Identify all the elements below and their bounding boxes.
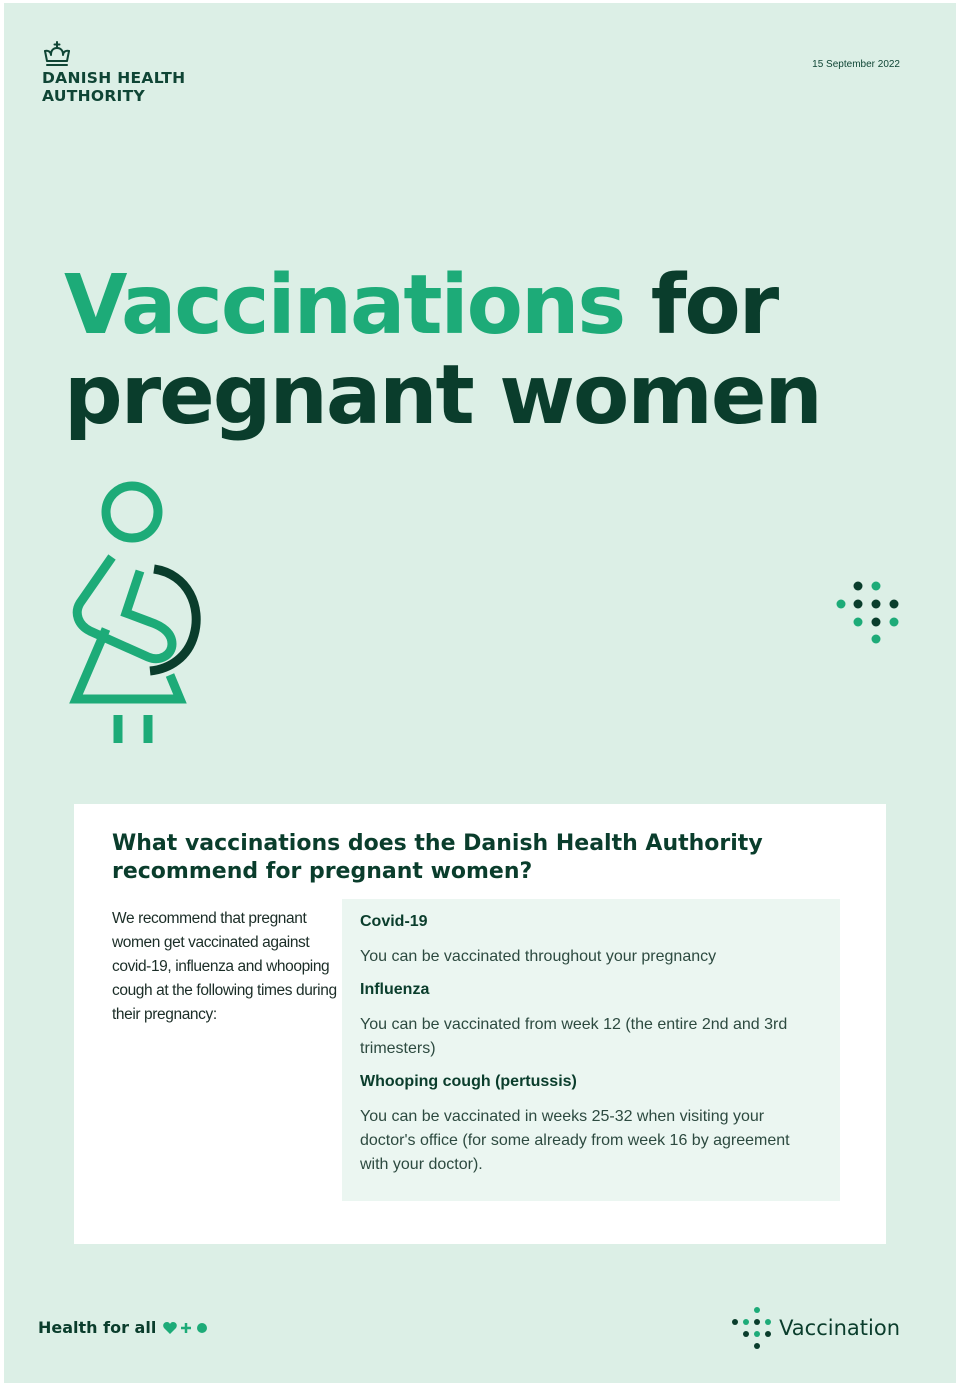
- logo-line-1: DANISH HEALTH: [42, 69, 186, 87]
- vaccine-schedule-panel: [342, 899, 840, 1201]
- pregnant-woman-icon: [62, 479, 202, 749]
- vaccine-description: You can be vaccinated throughout your pregnancy: [360, 948, 717, 965]
- vaccine-description: You can be vaccinated from week 12 (the entire 2nd and 3rd trimesters): [360, 1016, 788, 1057]
- vaccination-dots-small-icon: [731, 1306, 775, 1350]
- title-line-1-rest: for: [624, 258, 778, 353]
- vaccination-brand: [731, 1306, 900, 1350]
- vaccine-name: Whooping cough (pertussis): [360, 1073, 577, 1090]
- vaccine-name: Influenza: [360, 981, 430, 998]
- leaflet-page: [4, 3, 956, 1383]
- vaccine-name: Covid-19: [360, 913, 428, 930]
- health-for-all-tagline: [38, 1318, 210, 1337]
- publication-date: 15 September 2022: [812, 59, 900, 70]
- plus-icon: [181, 1323, 191, 1333]
- danish-health-authority-logo: [42, 41, 185, 105]
- vaccine-item-covid: [360, 911, 822, 969]
- vaccination-label: Vaccination: [779, 1316, 900, 1340]
- title-line-2: pregnant women: [64, 348, 821, 443]
- heart-icon: [164, 1322, 178, 1334]
- intro-text: We recommend that pregnant women get vaccinated against covid-19, influenza and whooping cough at the following times during their pregnancy:: [112, 910, 337, 1023]
- tagline-text: Health for all: [38, 1318, 157, 1337]
- vaccine-description: You can be vaccinated in weeks 25-32 when visiting your doctor's office (for some already from week 16 by agreement with your doctor).: [360, 1108, 790, 1173]
- vaccination-dots-icon: [836, 577, 906, 645]
- recommendation-card: [74, 804, 886, 1244]
- logo-line-2: AUTHORITY: [42, 87, 146, 105]
- page-title: [64, 258, 821, 443]
- vaccine-item-whooping-cough: [360, 1071, 822, 1177]
- circle-icon: [197, 1323, 207, 1333]
- card-heading: What vaccinations does the Danish Health Authority recommend for pregnant women?: [112, 831, 763, 884]
- crown-icon: [42, 41, 72, 67]
- title-accent: Vaccinations: [64, 258, 625, 353]
- vaccine-item-influenza: [360, 979, 822, 1061]
- heart-plus-circle-icons: [162, 1320, 210, 1336]
